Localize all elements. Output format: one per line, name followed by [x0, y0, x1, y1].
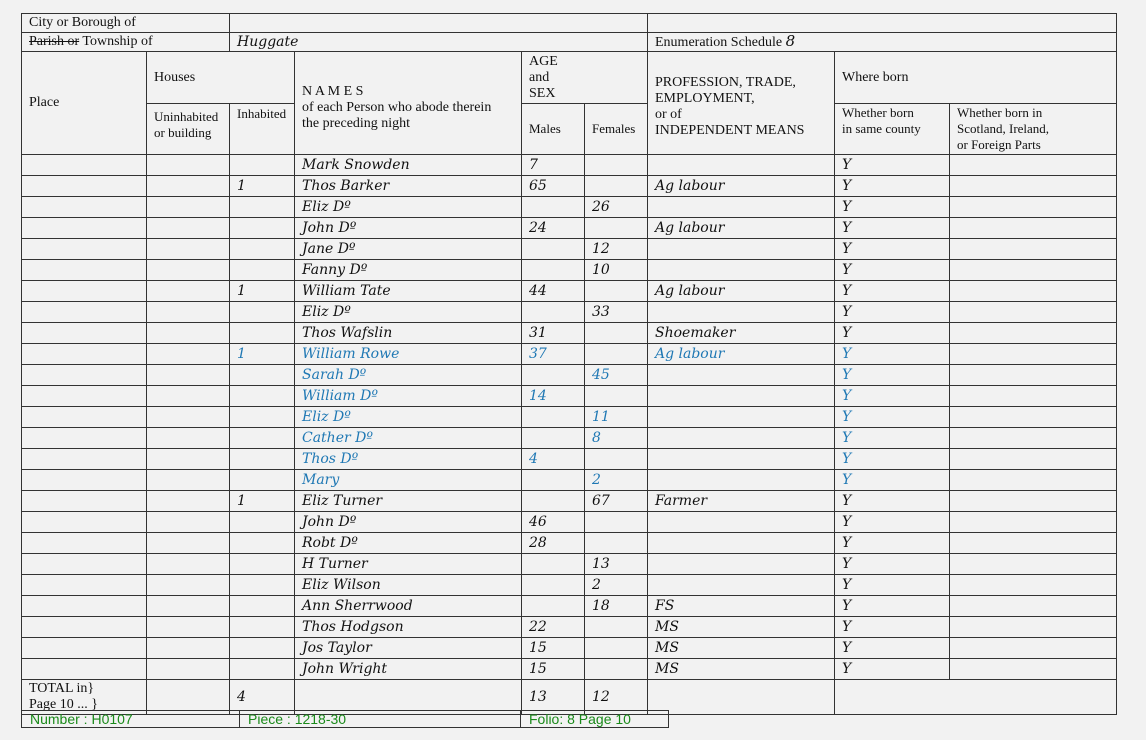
- males-cell: 14: [522, 386, 585, 407]
- males-cell: [522, 239, 585, 260]
- same-county-cell: Y: [835, 218, 950, 239]
- profession-cell: FS: [648, 596, 835, 617]
- foreign-parts-cell: [950, 491, 1117, 512]
- females-cell: [585, 323, 648, 344]
- foreign-parts-cell: [950, 596, 1117, 617]
- males-cell: [522, 197, 585, 218]
- census-table: [21, 13, 1117, 715]
- foreign-parts-cell: [950, 155, 1117, 176]
- same-county-cell: Y: [835, 197, 950, 218]
- township-label: Township of: [82, 34, 153, 49]
- uninhabited-cell: [147, 407, 230, 428]
- foreign-parts-cell: [950, 659, 1117, 680]
- city-label: City or Borough of: [22, 14, 230, 33]
- census-row: [22, 659, 1117, 680]
- profession-cell: Ag labour: [648, 281, 835, 302]
- same-county-cell: Y: [835, 302, 950, 323]
- township-value: Huggate: [230, 33, 648, 52]
- uninhabited-cell: [147, 197, 230, 218]
- name-cell: William Dº: [295, 386, 522, 407]
- foreign-parts-cell: [950, 407, 1117, 428]
- place-cell: [22, 491, 147, 512]
- females-cell: [585, 218, 648, 239]
- township-label-cell: [22, 33, 230, 52]
- inhabited-cell: [230, 155, 295, 176]
- females-cell: [585, 449, 648, 470]
- footer-folio: Folio: 8 Page 10: [521, 711, 669, 728]
- males-cell: 15: [522, 638, 585, 659]
- place-cell: [22, 281, 147, 302]
- profession-cell: [648, 428, 835, 449]
- foreign-parts-cell: [950, 197, 1117, 218]
- profession-cell: Ag labour: [648, 218, 835, 239]
- females-cell: 18: [585, 596, 648, 617]
- foreign-parts-cell: [950, 365, 1117, 386]
- same-county-cell: Y: [835, 386, 950, 407]
- foreign-parts-cell: [950, 323, 1117, 344]
- inhabited-cell: [230, 554, 295, 575]
- census-sheet: [21, 13, 1117, 715]
- profession-cell: [648, 386, 835, 407]
- uninhabited-cell: [147, 659, 230, 680]
- profession-cell: [648, 470, 835, 491]
- inhabited-header: Inhabited: [230, 104, 295, 155]
- name-cell: Jos Taylor: [295, 638, 522, 659]
- name-cell: Thos Barker: [295, 176, 522, 197]
- foreign-parts-cell: [950, 176, 1117, 197]
- census-row: [22, 218, 1117, 239]
- uninhabited-header: Uninhabited or building: [147, 104, 230, 155]
- profession-cell: [648, 365, 835, 386]
- city-value: [230, 14, 648, 33]
- females-cell: [585, 176, 648, 197]
- place-cell: [22, 470, 147, 491]
- profession-cell: Ag labour: [648, 176, 835, 197]
- total-females: 12: [585, 680, 648, 715]
- same-county-cell: Y: [835, 176, 950, 197]
- uninhabited-cell: [147, 218, 230, 239]
- same-county-cell: Y: [835, 344, 950, 365]
- same-county-cell: Y: [835, 407, 950, 428]
- header-row-1: [22, 52, 1117, 104]
- uninhabited-cell: [147, 596, 230, 617]
- inhabited-cell: [230, 323, 295, 344]
- profession-cell: [648, 575, 835, 596]
- place-cell: [22, 428, 147, 449]
- name-cell: Ann Sherrwood: [295, 596, 522, 617]
- same-county-cell: Y: [835, 533, 950, 554]
- females-cell: [585, 386, 648, 407]
- males-cell: 37: [522, 344, 585, 365]
- same-county-cell: Y: [835, 617, 950, 638]
- inhabited-cell: [230, 659, 295, 680]
- males-cell: [522, 554, 585, 575]
- profession-cell: Shoemaker: [648, 323, 835, 344]
- names-header: N A M E S of each Person who abode therein the preceding night: [295, 52, 522, 155]
- place-cell: [22, 638, 147, 659]
- uninhabited-cell: [147, 617, 230, 638]
- foreign-parts-cell: [950, 512, 1117, 533]
- inhabited-cell: [230, 260, 295, 281]
- foreign-parts-cell: [950, 617, 1117, 638]
- females-cell: 26: [585, 197, 648, 218]
- header-row-2: [22, 104, 1117, 155]
- profession-cell: [648, 449, 835, 470]
- city-blank: [648, 14, 1117, 33]
- inhabited-cell: [230, 218, 295, 239]
- profession-cell: [648, 554, 835, 575]
- inhabited-cell: [230, 239, 295, 260]
- name-cell: William Rowe: [295, 344, 522, 365]
- uninhabited-cell: [147, 533, 230, 554]
- place-cell: [22, 533, 147, 554]
- township-row: [22, 33, 1117, 52]
- females-cell: 13: [585, 554, 648, 575]
- census-row: [22, 491, 1117, 512]
- uninhabited-cell: [147, 470, 230, 491]
- foreign-parts-cell: [950, 428, 1117, 449]
- same-county-cell: Y: [835, 323, 950, 344]
- inhabited-cell: [230, 575, 295, 596]
- same-county-cell: Y: [835, 512, 950, 533]
- females-cell: 11: [585, 407, 648, 428]
- census-row: [22, 176, 1117, 197]
- inhabited-cell: [230, 512, 295, 533]
- foreign-parts-cell: [950, 554, 1117, 575]
- uninhabited-cell: [147, 638, 230, 659]
- schedule-value: 8: [785, 32, 796, 50]
- name-cell: Mary: [295, 470, 522, 491]
- uninhabited-cell: [147, 449, 230, 470]
- census-row: [22, 155, 1117, 176]
- place-cell: [22, 239, 147, 260]
- total-where-born: [835, 680, 1117, 715]
- females-cell: 8: [585, 428, 648, 449]
- total-profession: [648, 680, 835, 715]
- profession-cell: MS: [648, 659, 835, 680]
- name-cell: Eliz Dº: [295, 407, 522, 428]
- females-cell: [585, 512, 648, 533]
- females-cell: [585, 659, 648, 680]
- total-label: TOTAL in} Page 10 ... }: [22, 680, 147, 715]
- males-cell: 22: [522, 617, 585, 638]
- same-county-cell: Y: [835, 638, 950, 659]
- profession-cell: [648, 239, 835, 260]
- males-cell: [522, 407, 585, 428]
- name-cell: John Wright: [295, 659, 522, 680]
- males-cell: [522, 365, 585, 386]
- place-cell: [22, 344, 147, 365]
- females-cell: [585, 281, 648, 302]
- males-cell: [522, 428, 585, 449]
- census-row: [22, 554, 1117, 575]
- name-cell: Fanny Dº: [295, 260, 522, 281]
- males-cell: [522, 491, 585, 512]
- census-row: [22, 344, 1117, 365]
- place-cell: [22, 176, 147, 197]
- place-cell: [22, 260, 147, 281]
- uninhabited-cell: [147, 344, 230, 365]
- males-cell: 46: [522, 512, 585, 533]
- houses-header: Houses: [147, 52, 295, 104]
- census-row: [22, 323, 1117, 344]
- profession-cell: [648, 260, 835, 281]
- parish-struck-label: Parish or: [29, 34, 80, 49]
- foreign-parts-cell: [950, 449, 1117, 470]
- place-cell: [22, 617, 147, 638]
- inhabited-cell: [230, 407, 295, 428]
- females-cell: [585, 638, 648, 659]
- census-row: [22, 365, 1117, 386]
- census-row: [22, 575, 1117, 596]
- males-cell: [522, 596, 585, 617]
- name-cell: Eliz Dº: [295, 197, 522, 218]
- same-county-cell: Y: [835, 428, 950, 449]
- profession-cell: Farmer: [648, 491, 835, 512]
- same-county-cell: Y: [835, 470, 950, 491]
- census-row: [22, 638, 1117, 659]
- place-cell: [22, 449, 147, 470]
- name-cell: Jane Dº: [295, 239, 522, 260]
- foreign-parts-cell: [950, 386, 1117, 407]
- place-cell: [22, 218, 147, 239]
- males-cell: [522, 260, 585, 281]
- uninhabited-cell: [147, 323, 230, 344]
- census-row: [22, 239, 1117, 260]
- males-cell: 7: [522, 155, 585, 176]
- name-cell: Thos Hodgson: [295, 617, 522, 638]
- uninhabited-cell: [147, 281, 230, 302]
- same-county-cell: Y: [835, 260, 950, 281]
- inhabited-cell: [230, 533, 295, 554]
- males-cell: 65: [522, 176, 585, 197]
- census-row: [22, 617, 1117, 638]
- females-cell: [585, 617, 648, 638]
- footer-piece: Piece : 1218-30: [240, 711, 521, 728]
- inhabited-cell: [230, 617, 295, 638]
- place-cell: [22, 659, 147, 680]
- same-county-header: Whether born in same county: [835, 104, 950, 155]
- uninhabited-cell: [147, 491, 230, 512]
- footer-number: Number : H0107: [22, 711, 240, 728]
- city-row: [22, 14, 1117, 33]
- inhabited-cell: 1: [230, 491, 295, 512]
- same-county-cell: Y: [835, 491, 950, 512]
- females-cell: 45: [585, 365, 648, 386]
- males-cell: 4: [522, 449, 585, 470]
- place-cell: [22, 596, 147, 617]
- profession-cell: [648, 302, 835, 323]
- profession-cell: [648, 197, 835, 218]
- females-cell: [585, 155, 648, 176]
- census-row: [22, 596, 1117, 617]
- census-row: [22, 407, 1117, 428]
- uninhabited-cell: [147, 239, 230, 260]
- females-header: Females: [585, 104, 648, 155]
- uninhabited-cell: [147, 554, 230, 575]
- name-cell: Mark Snowden: [295, 155, 522, 176]
- name-cell: Cather Dº: [295, 428, 522, 449]
- place-cell: [22, 512, 147, 533]
- females-cell: [585, 533, 648, 554]
- foreign-parts-cell: [950, 638, 1117, 659]
- inhabited-cell: [230, 596, 295, 617]
- females-cell: 12: [585, 239, 648, 260]
- uninhabited-cell: [147, 365, 230, 386]
- inhabited-cell: 1: [230, 281, 295, 302]
- uninhabited-cell: [147, 428, 230, 449]
- inhabited-cell: [230, 197, 295, 218]
- same-county-cell: Y: [835, 155, 950, 176]
- census-row: [22, 260, 1117, 281]
- females-cell: 10: [585, 260, 648, 281]
- census-row: [22, 470, 1117, 491]
- name-cell: John Dº: [295, 512, 522, 533]
- males-cell: [522, 302, 585, 323]
- name-cell: Eliz Dº: [295, 302, 522, 323]
- foreign-parts-cell: [950, 281, 1117, 302]
- place-cell: [22, 197, 147, 218]
- reference-footer: [21, 710, 669, 728]
- census-row: [22, 533, 1117, 554]
- males-cell: 15: [522, 659, 585, 680]
- census-row: [22, 302, 1117, 323]
- uninhabited-cell: [147, 575, 230, 596]
- foreign-parts-header: Whether born in Scotland, Ireland, or Foreign Parts: [950, 104, 1117, 155]
- place-cell: [22, 155, 147, 176]
- inhabited-cell: 1: [230, 176, 295, 197]
- profession-cell: [648, 155, 835, 176]
- inhabited-cell: [230, 365, 295, 386]
- same-county-cell: Y: [835, 281, 950, 302]
- same-county-cell: Y: [835, 449, 950, 470]
- place-cell: [22, 323, 147, 344]
- profession-cell: MS: [648, 617, 835, 638]
- place-cell: [22, 386, 147, 407]
- place-cell: [22, 554, 147, 575]
- males-cell: 31: [522, 323, 585, 344]
- name-cell: Thos Wafslin: [295, 323, 522, 344]
- inhabited-cell: [230, 449, 295, 470]
- name-cell: Sarah Dº: [295, 365, 522, 386]
- profession-cell: [648, 533, 835, 554]
- foreign-parts-cell: [950, 239, 1117, 260]
- foreign-parts-cell: [950, 575, 1117, 596]
- inhabited-cell: [230, 638, 295, 659]
- name-cell: Robt Dº: [295, 533, 522, 554]
- name-cell: Thos Dº: [295, 449, 522, 470]
- uninhabited-cell: [147, 176, 230, 197]
- uninhabited-cell: [147, 260, 230, 281]
- females-cell: [585, 344, 648, 365]
- name-cell: Eliz Turner: [295, 491, 522, 512]
- profession-header: PROFESSION, TRADE, EMPLOYMENT, or of INDEPENDENT MEANS: [648, 52, 835, 155]
- uninhabited-cell: [147, 155, 230, 176]
- uninhabited-cell: [147, 302, 230, 323]
- profession-cell: Ag labour: [648, 344, 835, 365]
- census-row: [22, 512, 1117, 533]
- uninhabited-cell: [147, 386, 230, 407]
- same-county-cell: Y: [835, 239, 950, 260]
- place-cell: [22, 575, 147, 596]
- same-county-cell: Y: [835, 659, 950, 680]
- census-row: [22, 386, 1117, 407]
- males-cell: 28: [522, 533, 585, 554]
- schedule-cell: [648, 33, 1117, 52]
- name-cell: William Tate: [295, 281, 522, 302]
- name-cell: Eliz Wilson: [295, 575, 522, 596]
- foreign-parts-cell: [950, 344, 1117, 365]
- place-cell: [22, 365, 147, 386]
- same-county-cell: Y: [835, 596, 950, 617]
- profession-cell: [648, 512, 835, 533]
- same-county-cell: Y: [835, 365, 950, 386]
- profession-cell: MS: [648, 638, 835, 659]
- females-cell: 67: [585, 491, 648, 512]
- census-row: [22, 281, 1117, 302]
- males-header: Males: [522, 104, 585, 155]
- name-cell: H Turner: [295, 554, 522, 575]
- foreign-parts-cell: [950, 533, 1117, 554]
- place-cell: [22, 407, 147, 428]
- schedule-label: Enumeration Schedule: [655, 35, 783, 50]
- same-county-cell: Y: [835, 575, 950, 596]
- foreign-parts-cell: [950, 470, 1117, 491]
- females-cell: 2: [585, 470, 648, 491]
- inhabited-cell: 1: [230, 344, 295, 365]
- inhabited-cell: [230, 386, 295, 407]
- foreign-parts-cell: [950, 260, 1117, 281]
- place-cell: [22, 302, 147, 323]
- males-cell: [522, 470, 585, 491]
- foreign-parts-cell: [950, 302, 1117, 323]
- inhabited-cell: [230, 302, 295, 323]
- males-cell: 24: [522, 218, 585, 239]
- inhabited-cell: [230, 428, 295, 449]
- total-males: 13: [522, 680, 585, 715]
- foreign-parts-cell: [950, 218, 1117, 239]
- males-cell: [522, 575, 585, 596]
- census-row: [22, 197, 1117, 218]
- name-cell: John Dº: [295, 218, 522, 239]
- uninhabited-cell: [147, 512, 230, 533]
- total-inhabited: 4: [230, 680, 295, 715]
- place-header: Place: [22, 52, 147, 155]
- females-cell: 33: [585, 302, 648, 323]
- profession-cell: [648, 407, 835, 428]
- males-cell: 44: [522, 281, 585, 302]
- inhabited-cell: [230, 470, 295, 491]
- females-cell: 2: [585, 575, 648, 596]
- census-row: [22, 428, 1117, 449]
- age-sex-header: AGE and SEX: [522, 52, 648, 104]
- where-born-header: Where born: [835, 52, 1117, 104]
- census-row: [22, 449, 1117, 470]
- same-county-cell: Y: [835, 554, 950, 575]
